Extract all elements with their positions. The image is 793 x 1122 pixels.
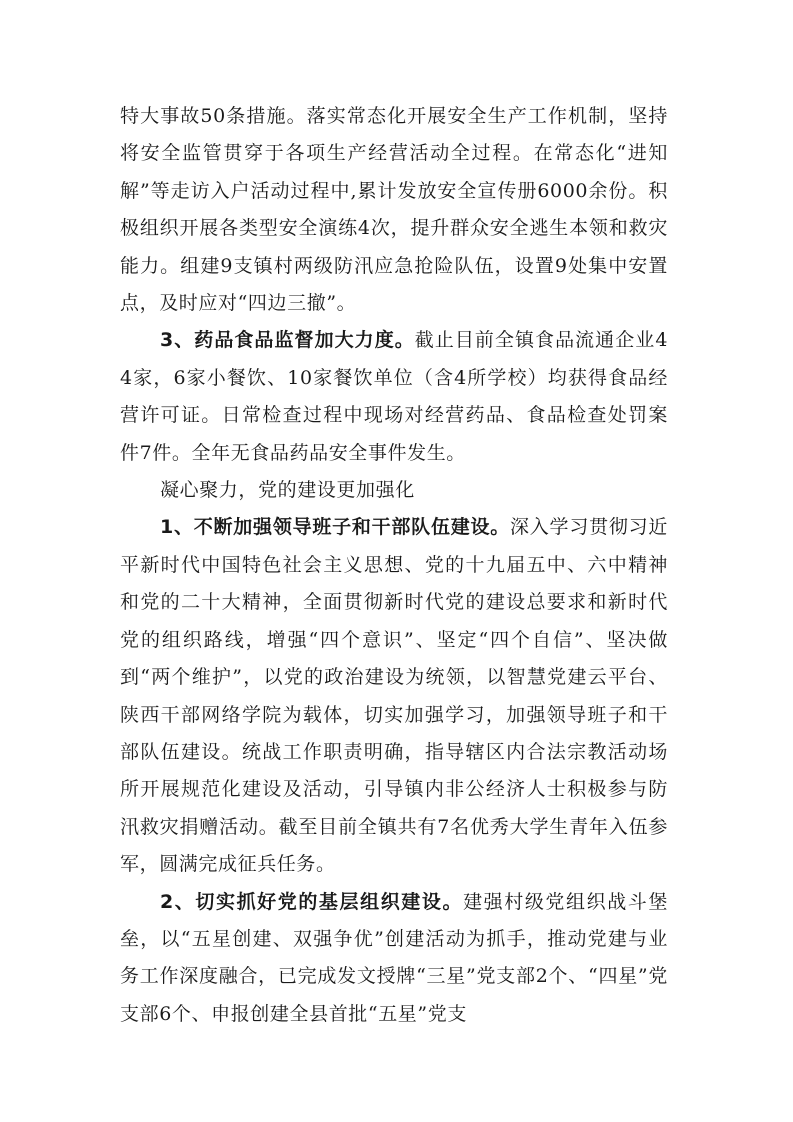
paragraph-lead-heading: 2、切实抓好党的基层组织建设。 [160, 890, 464, 913]
paragraph-body: 建强村级党组织战斗堡垒，以“五星创建、双强争优”创建活动为抓手，推动党建与业务工作深度融合，已完成发文授牌“三星”党支部2个、“四星”党支部6个、申报创建全县首批“五星”党支 [120, 890, 668, 1025]
paragraph-lead-heading: 3、药品食品监督加大力度。 [160, 329, 415, 352]
paragraph-grassroots-organization [120, 884, 668, 1034]
section-heading-party-building [120, 472, 668, 509]
document-body [120, 98, 668, 1033]
paragraph-body: 截止目前全镇食品流通企业44家，6家小餐饮、10家餐饮单位（含4所学校）均获得食品经营许可证。日常检查过程中现场对经营药品、食品检查处罚案件7件。全年无食品药品安全事件发生。 [120, 329, 669, 464]
paragraph-body: 特大事故50条措施。落实常态化开展安全生产工作机制，坚持将安全监管贯穿于各项生产经营活动全过程。在常态化“进知解”等走访入户活动过程中,累计发放安全宣传册6000余份。积极组织开展各类型安全演练4次，提升群众安全逃生本领和救灾能力。组建9支镇村两级防汛应急抢险队伍，设置9处集中安置点，及时应对“四边三撤”。 [120, 105, 668, 315]
paragraph-leadership-building [120, 509, 668, 883]
paragraph-food-drug-supervision [120, 322, 668, 472]
paragraph-body: 深入学习贯彻习近平新时代中国特色社会主义思想、党的十九届五中、六中精神和党的二十大精神，全面贯彻新时代党的建设总要求和新时代党的组织路线，增强“四个意识”、坚定“四个自信”、坚决做到“两个维护”，以党的政治建设为统领，以智慧党建云平台、陕西干部网络学院为载体，切实加强学习，加强领导班子和干部队伍建设。统战工作职责明确，指导辖区内合法宗教活动场所开展规范化建设及活动，引导镇内非公经济人士积极参与防汛救灾捐赠活动。截至目前全镇共有7名优秀大学生青年入伍参军，圆满完成征兵任务。 [120, 516, 668, 876]
paragraph-safety-measures [120, 98, 668, 322]
paragraph-lead-heading: 1、不断加强领导班子和干部队伍建设。 [160, 516, 511, 539]
section-heading-text: 凝心聚力，党的建设更加强化 [160, 479, 415, 502]
